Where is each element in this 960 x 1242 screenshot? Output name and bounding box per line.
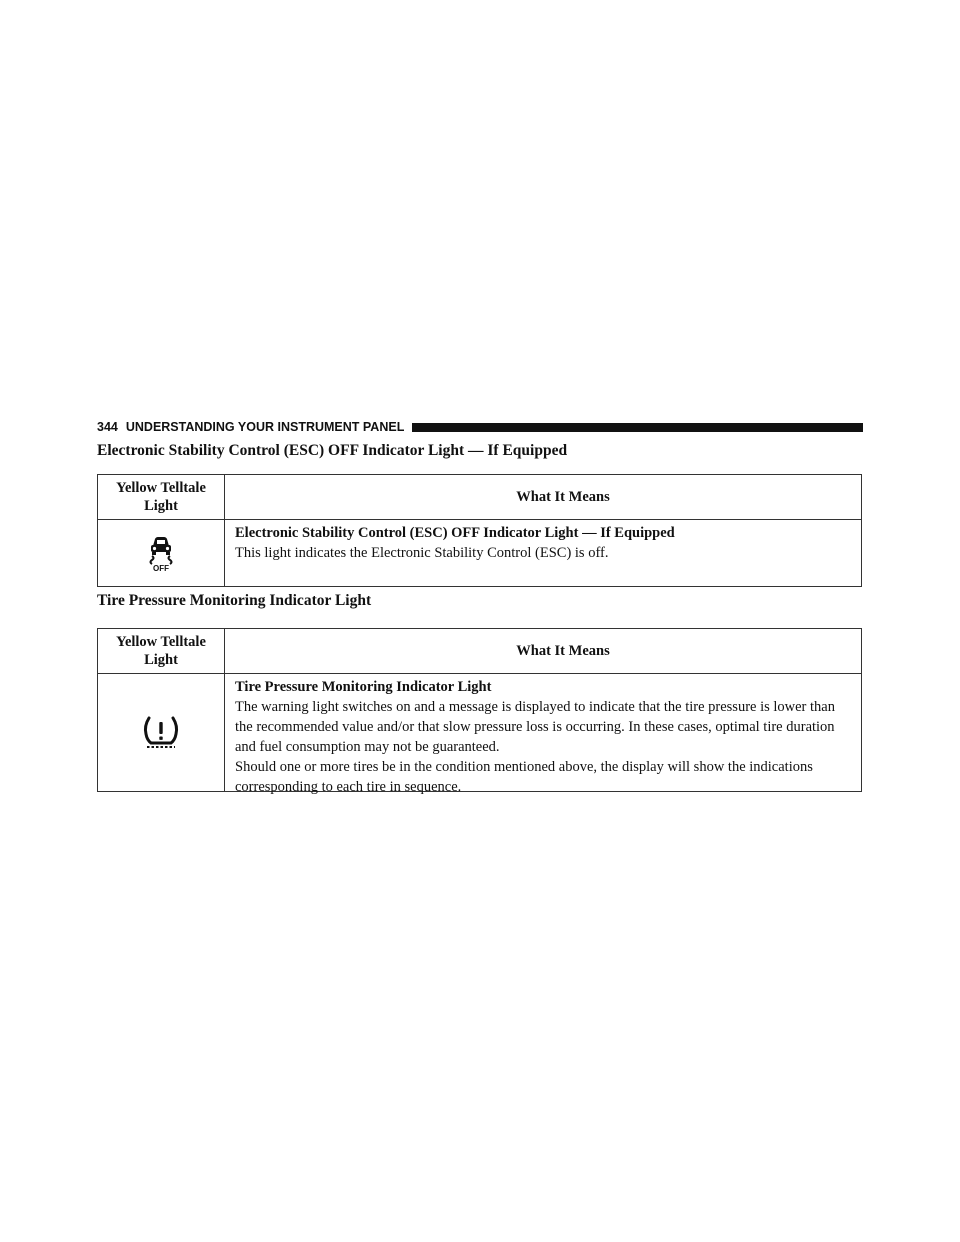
tpms-meaning-cell bbox=[225, 674, 861, 795]
esc-off-icon-label: OFF bbox=[153, 564, 169, 572]
col-telltale-header-line2: Light bbox=[144, 498, 178, 514]
esc-item-title: Electronic Stability Control (ESC) OFF Indicator Light — If Equipped bbox=[235, 525, 675, 541]
esc-description: This light indicates the Electronic Stability Control (ESC) is off. bbox=[235, 545, 609, 561]
col-telltale-header-line1: Yellow Telltale bbox=[116, 634, 206, 650]
page-number: 344 bbox=[97, 420, 118, 434]
col-telltale-header-line1: Yellow Telltale bbox=[116, 480, 206, 496]
esc-table bbox=[97, 474, 862, 587]
esc-meaning-cell bbox=[225, 520, 861, 586]
col-meaning-header: What It Means bbox=[516, 489, 610, 505]
tpms-description-2: Should one or more tires be in the condition mentioned above, the display will show the indications corresponding to each tire in sequence. bbox=[235, 759, 813, 795]
page-header bbox=[97, 417, 863, 437]
tpms-table-header bbox=[98, 629, 861, 673]
tpms-icon-cell bbox=[98, 674, 225, 791]
col-telltale-header-line2: Light bbox=[144, 652, 178, 668]
tire-pressure-icon bbox=[141, 714, 181, 752]
esc-icon-cell bbox=[98, 520, 225, 586]
header-rule bbox=[412, 423, 863, 432]
tpms-table bbox=[97, 628, 862, 795]
tpms-table-row bbox=[98, 673, 861, 795]
tpms-section-heading: Tire Pressure Monitoring Indicator Light bbox=[97, 592, 372, 609]
col-telltale-header bbox=[98, 629, 225, 673]
tpms-item-title: Tire Pressure Monitoring Indicator Light bbox=[235, 679, 492, 695]
esc-table-header bbox=[98, 475, 861, 519]
col-telltale-header bbox=[98, 475, 225, 519]
esc-off-icon bbox=[144, 534, 178, 572]
esc-section-heading: Electronic Stability Control (ESC) OFF Indicator Light — If Equipped bbox=[97, 442, 568, 459]
tpms-description: The warning light switches on and a message is displayed to indicate that the tire pressure is lower than the recommended value and/or that slow pressure loss is occurring. In these cases, optimal tire duration and fuel consumption may not be guaranteed. bbox=[235, 699, 835, 755]
col-meaning-header: What It Means bbox=[516, 643, 610, 659]
section-title: UNDERSTANDING YOUR INSTRUMENT PANEL bbox=[125, 420, 405, 434]
esc-table-row bbox=[98, 519, 861, 586]
